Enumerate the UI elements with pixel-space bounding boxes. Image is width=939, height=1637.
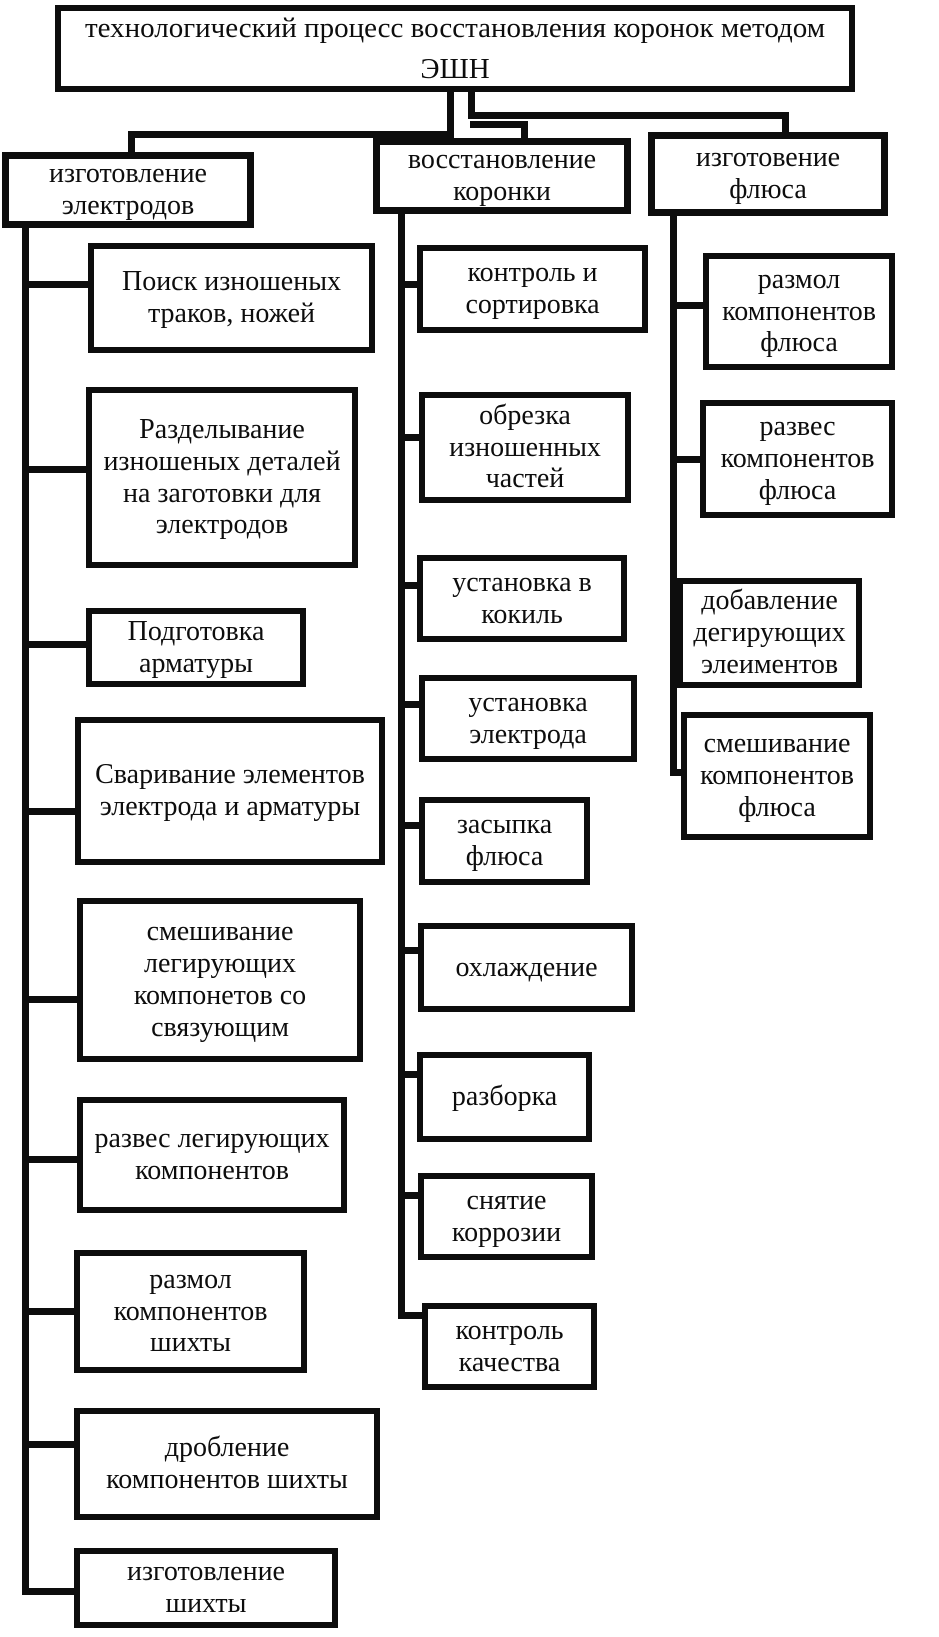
node-charge-production: изготовление шихты [74, 1548, 338, 1628]
node-search-worn-tracks-knives: Поиск изношеных траков, ножей [88, 243, 375, 353]
trunk-line-left-column [22, 224, 29, 1595]
connector-line [22, 808, 75, 815]
connector-line [22, 1308, 74, 1315]
node-welding-electrode-elements: Сваривание элементов электрода и арматуры [75, 717, 385, 865]
connector-line [22, 281, 88, 288]
node-grinding-flux-components: размол компонентов флюса [703, 253, 895, 370]
node-weighing-alloying-components: развес легирующих компонентов [77, 1097, 347, 1213]
root-node-process-title: технологический процесс восстановления коронок методом ЭШН [55, 5, 855, 92]
node-control-and-sorting: контроль и сортировка [417, 245, 648, 333]
connector-line [398, 1312, 424, 1319]
connector-line [398, 822, 421, 829]
connector-line [398, 947, 420, 954]
trunk-line-middle-column [398, 212, 405, 1319]
connector-line [670, 302, 703, 309]
connector-line [398, 1071, 419, 1078]
node-crushing-charge-components: дробление компонентов шихты [74, 1408, 380, 1520]
trunk-line-right-column [670, 214, 677, 776]
column-header-electrode-production: изготовление электродов [2, 152, 254, 228]
connector-line [22, 996, 77, 1003]
node-mixing-flux-components: смешивание компонентов флюса [681, 712, 873, 840]
node-flux-filling: засыпка флюса [419, 797, 590, 885]
node-disassembly: разборка [417, 1052, 592, 1142]
connector-line [468, 112, 789, 119]
connector-line [22, 1156, 77, 1163]
connector-line [128, 131, 454, 138]
connector-line [22, 1588, 74, 1595]
node-installation-in-mold: установка в кокиль [417, 555, 627, 642]
node-quality-control: контроль качества [422, 1303, 597, 1390]
connector-line [22, 1441, 74, 1448]
node-electrode-installation: установка электрода [419, 675, 637, 762]
node-cooling: охлаждение [418, 923, 635, 1012]
connector-line [398, 582, 419, 589]
connector-line [398, 701, 421, 708]
node-adding-alloying-elements: добавление дегирующих элеиментов [677, 578, 862, 688]
connector-line [670, 456, 700, 463]
connector-line [398, 1192, 420, 1199]
node-mixing-alloying-components-binder: смешивание легирующих компонетов со связующим [77, 898, 363, 1062]
node-reinforcement-preparation: Подготовка арматуры [86, 608, 306, 687]
column-header-flux-production: изготовение флюса [648, 132, 888, 216]
node-cutting-worn-parts-into-blanks: Разделывание изношеных деталей на заготовки для электродов [86, 387, 358, 568]
node-trimming-worn-parts: обрезка изношенных частей [419, 392, 631, 503]
connector-line [22, 466, 86, 473]
connector-line [470, 121, 528, 128]
node-grinding-charge-components: размол компонентов шихты [74, 1250, 307, 1373]
connector-line [22, 641, 86, 648]
column-header-crown-restoration: восстановление коронки [373, 138, 631, 214]
connector-line [398, 281, 419, 288]
node-corrosion-removal: снятие коррозии [418, 1173, 595, 1260]
connector-line [398, 434, 421, 441]
node-weighing-flux-components: развес компонентов флюса [700, 400, 895, 518]
